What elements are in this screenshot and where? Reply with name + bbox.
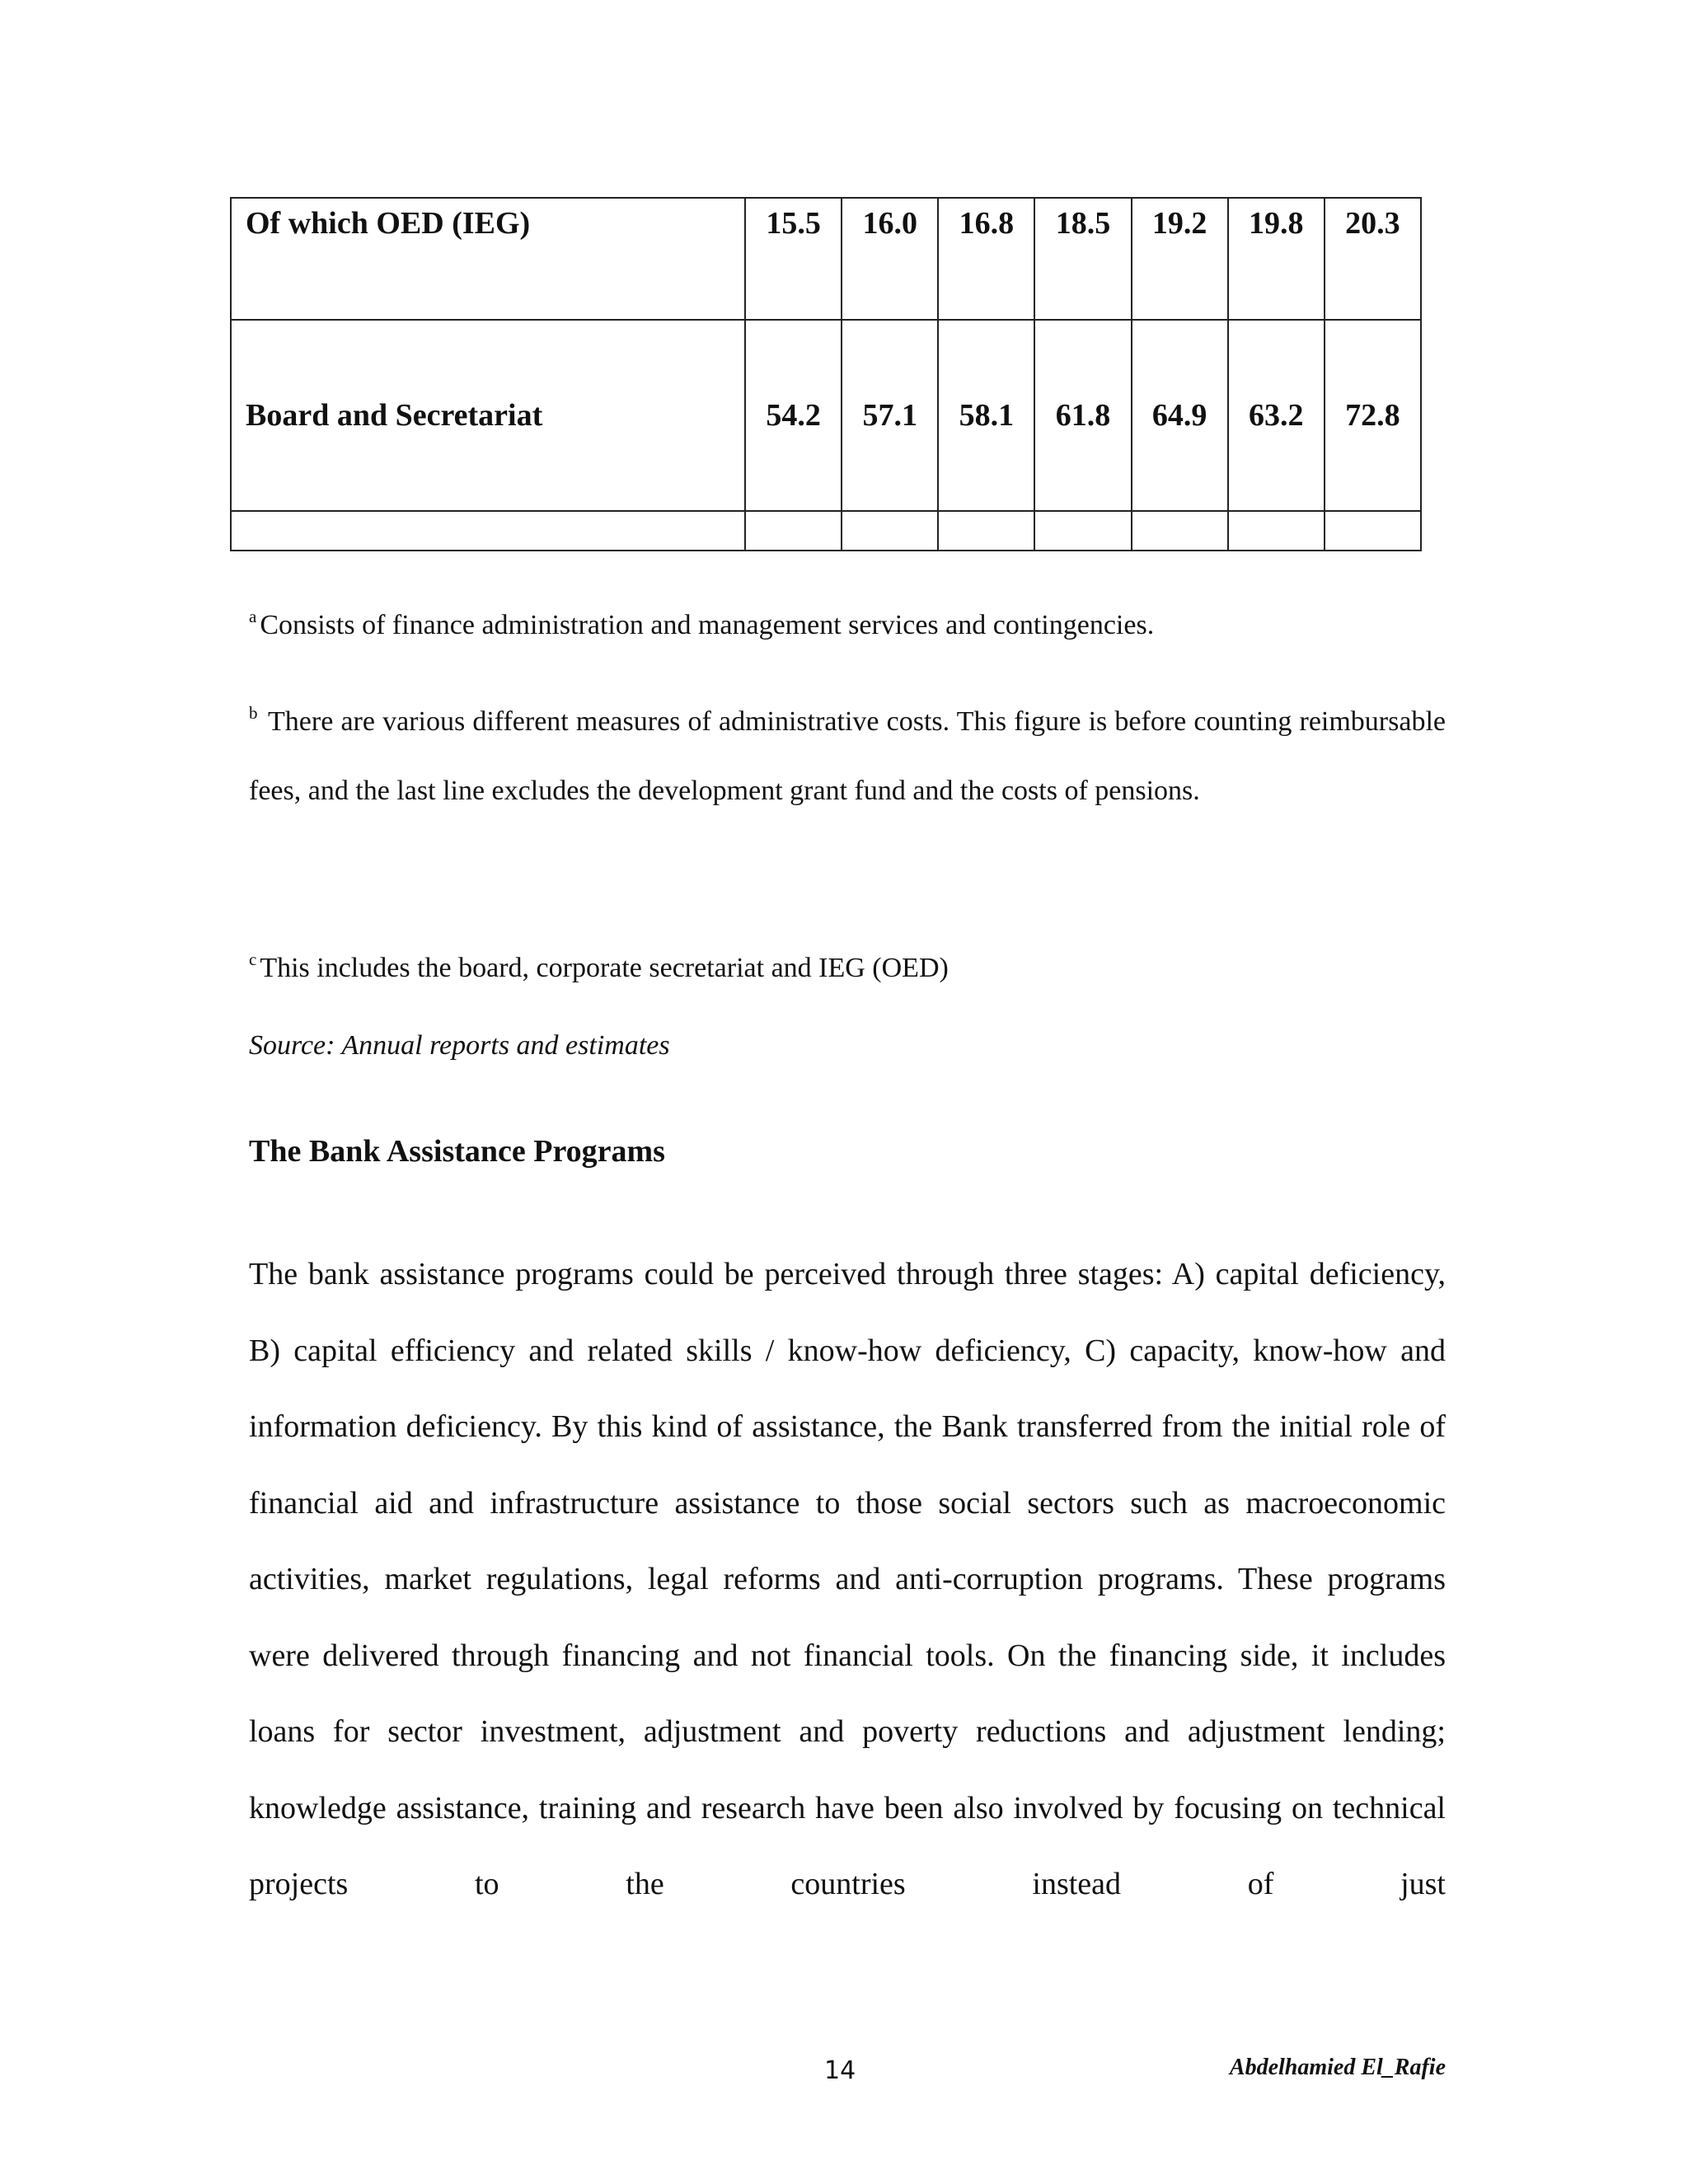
footnote-b	[249, 687, 1446, 826]
section-heading: The Bank Assistance Programs	[249, 1134, 665, 1169]
table-cell	[938, 511, 1034, 551]
table-cell: 64.9	[1132, 320, 1228, 511]
footnote-a	[249, 591, 1446, 660]
table-cell: 16.0	[842, 198, 938, 320]
page-number: 14	[824, 2056, 856, 2085]
table-row-oed	[231, 198, 1421, 320]
table-cell: 18.5	[1034, 198, 1131, 320]
row-label: Of which OED (IEG)	[231, 198, 745, 320]
table-cell: 58.1	[938, 320, 1034, 511]
table-cell: 72.8	[1325, 320, 1421, 511]
table-cell: 54.2	[745, 320, 842, 511]
author-name: Abdelhamied El_Rafie	[1229, 2055, 1446, 2080]
footnote-marker: a	[249, 607, 257, 626]
table-row-board	[231, 320, 1421, 511]
table-cell: 15.5	[745, 198, 842, 320]
admin-costs-table	[230, 197, 1422, 551]
body-paragraph: The bank assistance programs could be perceived through three stages: A) capital deficiency, B) capital efficiency and related skills / know-how deficiency, C) capacity, know-how and information deficiency. By this kind of assistance, the Bank transferred from the initial role of financial aid and infrastructure assistance to those social sectors such as macroeconomic activities, market regulations, legal reforms and anti-corruption programs. These programs were delivered through financing and not financial tools. On the financing side, it includes loans for sector investment, adjustment and poverty reductions and adjustment lending; knowledge assistance, training and research have been also involved by focusing on technical projects to the countries instead of just	[249, 1257, 1446, 1901]
row-label: Board and Secretariat	[231, 320, 745, 511]
table-cell: 20.3	[1325, 198, 1421, 320]
table-cell	[842, 511, 938, 551]
footnote-c	[249, 934, 1446, 1003]
table-cell	[1034, 511, 1131, 551]
table-cell: 61.8	[1034, 320, 1131, 511]
table-cell	[1228, 511, 1325, 551]
source-note: Source: Annual reports and estimates	[249, 1030, 670, 1061]
table-cell	[1132, 511, 1228, 551]
footnote-text: Consists of finance administration and management services and contingencies.	[260, 610, 1155, 640]
footnote-text: This includes the board, corporate secretariat and IEG (OED)	[260, 953, 949, 983]
table-cell	[1325, 511, 1421, 551]
table-row-empty	[231, 511, 1421, 551]
row-label	[231, 511, 745, 551]
footnote-marker: b	[249, 703, 258, 723]
table-cell: 57.1	[842, 320, 938, 511]
footnote-text: There are various different measures of administrative costs. This figure is before counting reimbursable fees, and the last line excludes the development grant fund and the costs of pensions.	[249, 706, 1446, 806]
table-cell: 19.2	[1132, 198, 1228, 320]
table-cell: 63.2	[1228, 320, 1325, 511]
table-cell	[745, 511, 842, 551]
table-cell: 16.8	[938, 198, 1034, 320]
footnote-marker: c	[249, 949, 257, 969]
table-cell: 19.8	[1228, 198, 1325, 320]
